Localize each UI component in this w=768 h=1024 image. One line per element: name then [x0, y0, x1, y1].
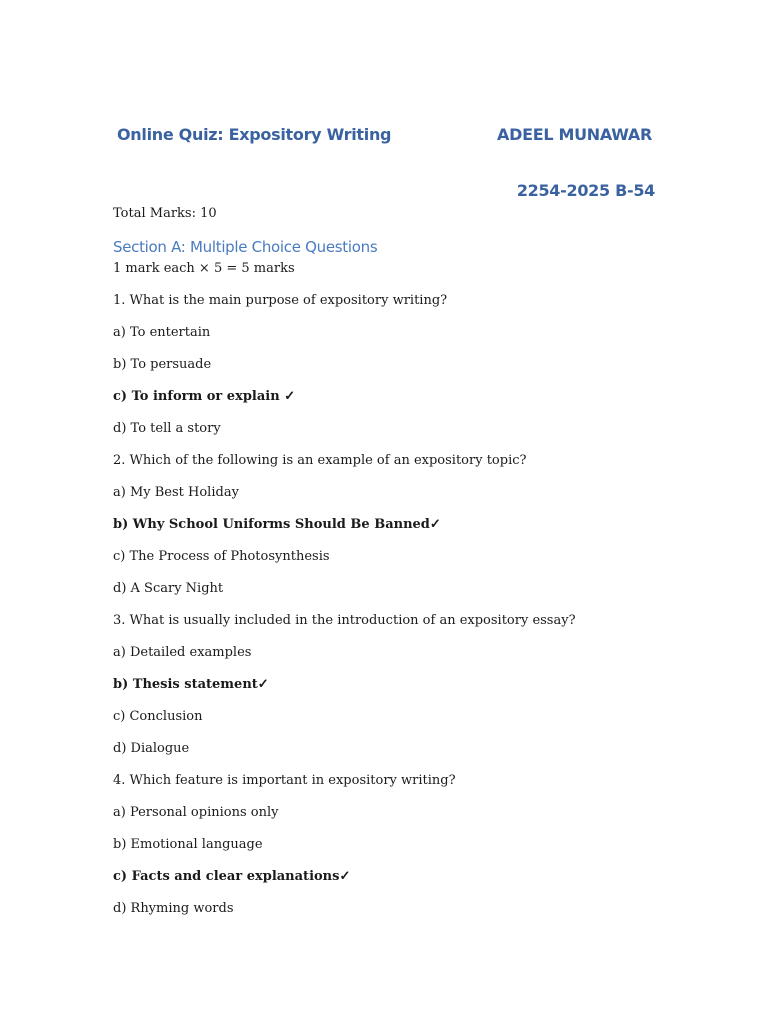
total-marks: Total Marks: 10	[113, 206, 217, 221]
question-3: 3. What is usually included in the introduction of an expository essay?	[113, 613, 576, 628]
section-marks-note: 1 mark each × 5 = 5 marks	[113, 261, 295, 276]
section-heading: Section A: Multiple Choice Questions	[113, 238, 378, 256]
quiz-title: Online Quiz: Expository Writing	[117, 125, 392, 144]
option-2b-correct: b) Why School Uniforms Should Be Banned✓	[113, 517, 441, 532]
option-4d: d) Rhyming words	[113, 901, 234, 916]
option-1b: b) To persuade	[113, 357, 212, 372]
question-1: 1. What is the main purpose of expository writing?	[113, 293, 448, 308]
option-2d: d) A Scary Night	[113, 581, 224, 596]
option-2c: c) The Process of Photosynthesis	[113, 549, 330, 564]
option-2a: a) My Best Holiday	[113, 485, 239, 500]
option-1c-correct: c) To inform or explain ✓	[113, 389, 296, 404]
option-3b-correct: b) Thesis statement✓	[113, 677, 269, 692]
option-4c-correct: c) Facts and clear explanations✓	[113, 869, 351, 884]
student-name: ADEEL MUNAWAR	[497, 125, 652, 144]
question-2: 2. Which of the following is an example of an expository topic?	[113, 453, 527, 468]
option-3c: c) Conclusion	[113, 709, 203, 724]
option-1d: d) To tell a story	[113, 421, 221, 436]
student-roll-number: 2254-2025 B-54	[516, 181, 655, 200]
option-3a: a) Detailed examples	[113, 645, 252, 660]
option-1a: a) To entertain	[113, 325, 211, 340]
option-3d: d) Dialogue	[113, 741, 190, 756]
option-4b: b) Emotional language	[113, 837, 263, 852]
question-list	[113, 293, 576, 933]
question-4: 4. Which feature is important in expository writing?	[113, 773, 456, 788]
option-4a: a) Personal opinions only	[113, 805, 279, 820]
